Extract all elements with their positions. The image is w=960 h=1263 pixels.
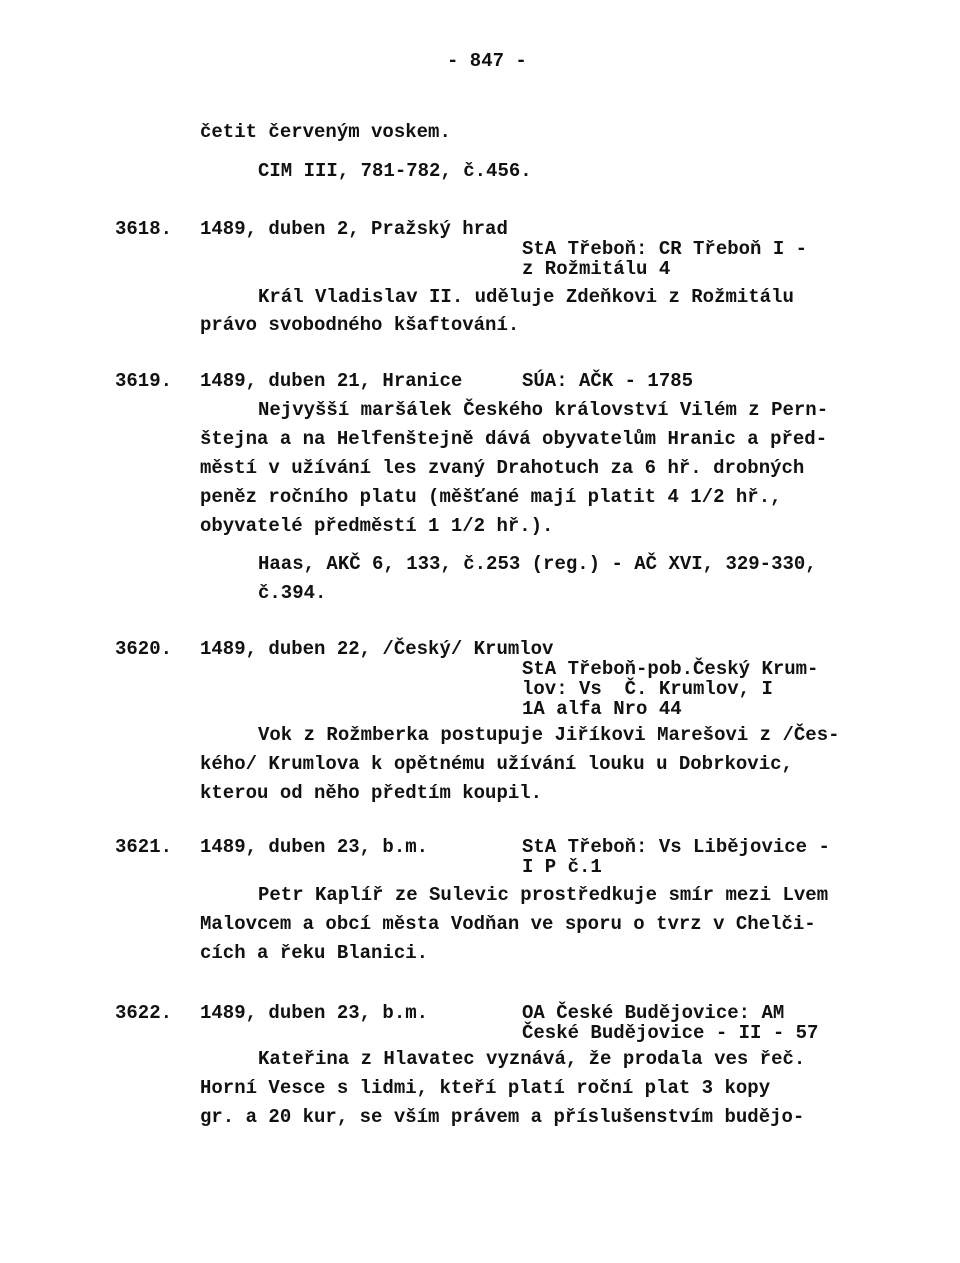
regest-line: obyvatelé předměstí 1 1/2 hř.).: [200, 515, 554, 537]
entry-date-place: 1489, duben 22, /Český/ Krumlov: [200, 638, 554, 660]
entry-date-place: 1489, duben 2, Pražský hrad: [200, 218, 508, 240]
reference-line: Haas, AKČ 6, 133, č.253 (reg.) - AČ XVI, 329-330,: [258, 553, 817, 575]
regest-line: peněz ročního platu (měšťané mají platit 4 1/2 hř.,: [200, 486, 782, 508]
entry-number: 3618.: [115, 218, 173, 240]
reference-line: č.394.: [258, 582, 327, 604]
archive-line: StA Třeboň: CR Třeboň I -: [522, 238, 808, 260]
entry-number: 3620.: [115, 638, 173, 660]
regest-line: právo svobodného kšaftování.: [200, 314, 520, 336]
entry-date-place: 1489, duben 23, b.m.: [200, 1002, 429, 1024]
regest-line: Malovcem a obcí města Vodňan ve sporu o tvrz v Chelči-: [200, 913, 816, 935]
archive-line: StA Třeboň-pob.Český Krum-: [522, 658, 819, 680]
regest-line: Vok z Rožmberka postupuje Jiříkovi Marešovi z /Čes-: [258, 724, 840, 746]
archive-line: lov: Vs Č. Krumlov, I: [522, 678, 773, 700]
archive-line: I P č.1: [522, 856, 602, 878]
page-number: - 847 -: [447, 50, 527, 72]
entry-date-place: 1489, duben 21, Hranice: [200, 370, 463, 392]
regest-line: Horní Vesce s lidmi, kteří platí roční plat 3 kopy: [200, 1077, 771, 1099]
archive-line: SÚA: AČK - 1785: [522, 370, 694, 392]
entry-number: 3622.: [115, 1002, 173, 1024]
continuation-text: četit červeným voskem.: [200, 121, 451, 143]
regest-line: Král Vladislav II. uděluje Zdeňkovi z Rožmitálu: [258, 286, 794, 308]
regest-line: Petr Kaplíř ze Sulevic prostředkuje smír mezi Lvem: [258, 884, 829, 906]
entry-date-place: 1489, duben 23, b.m.: [200, 836, 429, 858]
regest-line: kterou od něho předtím koupil.: [200, 782, 543, 804]
entry-number: 3619.: [115, 370, 173, 392]
archive-line: StA Třeboň: Vs Libějovice -: [522, 836, 830, 858]
entry-number: 3621.: [115, 836, 173, 858]
regest-line: kého/ Krumlova k opětnému užívání louku u Dobrkovic,: [200, 753, 793, 775]
archive-line: OA České Budějovice: AM: [522, 1002, 785, 1024]
archive-line: 1A alfa Nro 44: [522, 698, 682, 720]
archive-line: z Rožmitálu 4: [522, 258, 671, 280]
regest-line: Kateřina z Hlavatec vyznává, že prodala ves řeč.: [258, 1048, 806, 1070]
archive-line: České Budějovice - II - 57: [522, 1022, 819, 1044]
regest-line: cích a řeku Blanici.: [200, 942, 429, 964]
continuation-reference: CIM III, 781-782, č.456.: [258, 160, 532, 182]
regest-line: Nejvyšší maršálek Českého království Vilém z Pern-: [258, 399, 829, 421]
regest-line: gr. a 20 kur, se vším právem a příslušenstvím budějo-: [200, 1106, 805, 1128]
regest-line: štejna a na Helfenštejně dává obyvatelům Hranic a před-: [200, 428, 828, 450]
regest-line: městí v užívání les zvaný Drahotuch za 6 hř. drobných: [200, 457, 805, 479]
